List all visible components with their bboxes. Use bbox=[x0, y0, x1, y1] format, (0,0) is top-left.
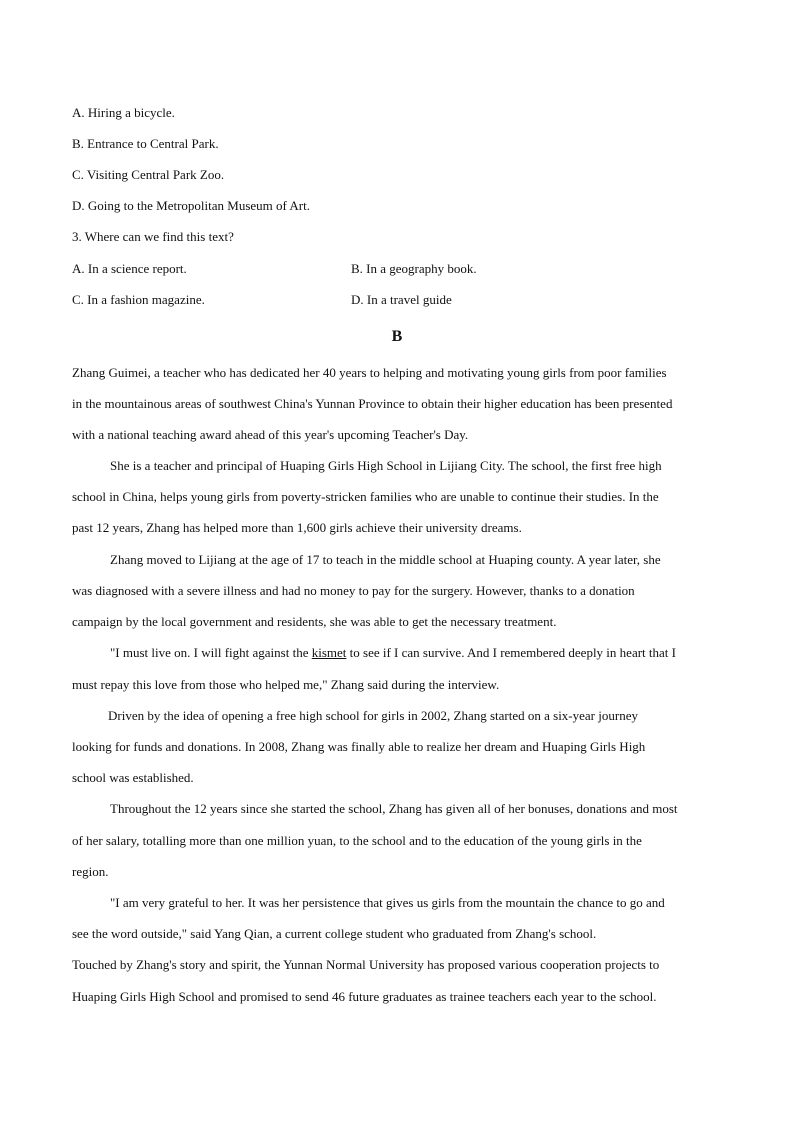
passage-line: Zhang moved to Lijiang at the age of 17 to teach in the middle school at Huaping county. A year later, she bbox=[110, 552, 661, 567]
q3-stem: 3. Where can we find this text? bbox=[72, 229, 234, 244]
q2-option-a: A. Hiring a bicycle. bbox=[72, 105, 175, 120]
passage-line: Throughout the 12 years since she started the school, Zhang has given all of her bonuses, donations and most bbox=[110, 801, 678, 816]
q3-option-a: A. In a science report. bbox=[72, 261, 187, 276]
passage-line: with a national teaching award ahead of this year's upcoming Teacher's Day. bbox=[72, 427, 469, 442]
passage-line: see the word outside," said Yang Qian, a current college student who graduated from Zhang's school. bbox=[72, 926, 597, 941]
passage-line: must repay this love from those who helped me," Zhang said during the interview. bbox=[72, 677, 500, 692]
passage-line: was diagnosed with a severe illness and had no money to pay for the surgery. However, thanks to a donation bbox=[72, 583, 635, 598]
passage-line: school in China, helps young girls from poverty-stricken families who are unable to continue their studies. In the bbox=[72, 489, 659, 504]
q3-option-c: C. In a fashion magazine. bbox=[72, 292, 205, 307]
quote-text-after: to see if I can survive. And I remembered deeply in heart that I bbox=[346, 645, 676, 660]
passage-line: school was established. bbox=[72, 770, 194, 785]
passage-line: in the mountainous areas of southwest China's Yunnan Province to obtain their higher education has been presented bbox=[72, 396, 673, 411]
q3-option-d: D. In a travel guide bbox=[351, 292, 452, 307]
passage-line: Zhang Guimei, a teacher who has dedicated her 40 years to helping and motivating young girls from poor families bbox=[72, 365, 667, 380]
passage-line: campaign by the local government and residents, she was able to get the necessary treatment. bbox=[72, 614, 557, 629]
passage-line: She is a teacher and principal of Huaping Girls High School in Lijiang City. The school, the first free high bbox=[110, 458, 662, 473]
passage-line-quote bbox=[110, 645, 676, 661]
q2-option-b: B. Entrance to Central Park. bbox=[72, 136, 219, 151]
passage-line: Huaping Girls High School and promised to send 46 future graduates as trainee teachers each year to the school. bbox=[72, 989, 657, 1004]
q2-option-c: C. Visiting Central Park Zoo. bbox=[72, 167, 225, 182]
passage-line: region. bbox=[72, 864, 109, 879]
passage-line: Driven by the idea of opening a free high school for girls in 2002, Zhang started on a six-year journey bbox=[108, 708, 638, 723]
passage-line: Touched by Zhang's story and spirit, the Yunnan Normal University has proposed various cooperation projects to bbox=[72, 957, 660, 972]
q2-option-d: D. Going to the Metropolitan Museum of Art. bbox=[72, 198, 310, 213]
passage-line: looking for funds and donations. In 2008, Zhang was finally able to realize her dream and Huaping Girls High bbox=[72, 739, 646, 754]
passage-line: past 12 years, Zhang has helped more than 1,600 girls achieve their university dreams. bbox=[72, 520, 522, 535]
passage-line: "I am very grateful to her. It was her persistence that gives us girls from the mountain the chance to go and bbox=[110, 895, 665, 910]
q3-option-b: B. In a geography book. bbox=[351, 261, 477, 276]
passage-line: of her salary, totalling more than one million yuan, to the school and to the education of the young girls in the bbox=[72, 833, 642, 848]
section-heading: B bbox=[391, 328, 403, 345]
underlined-word-kismet: kismet bbox=[311, 645, 347, 660]
quote-text-before: "I must live on. I will fight against the bbox=[110, 645, 312, 660]
